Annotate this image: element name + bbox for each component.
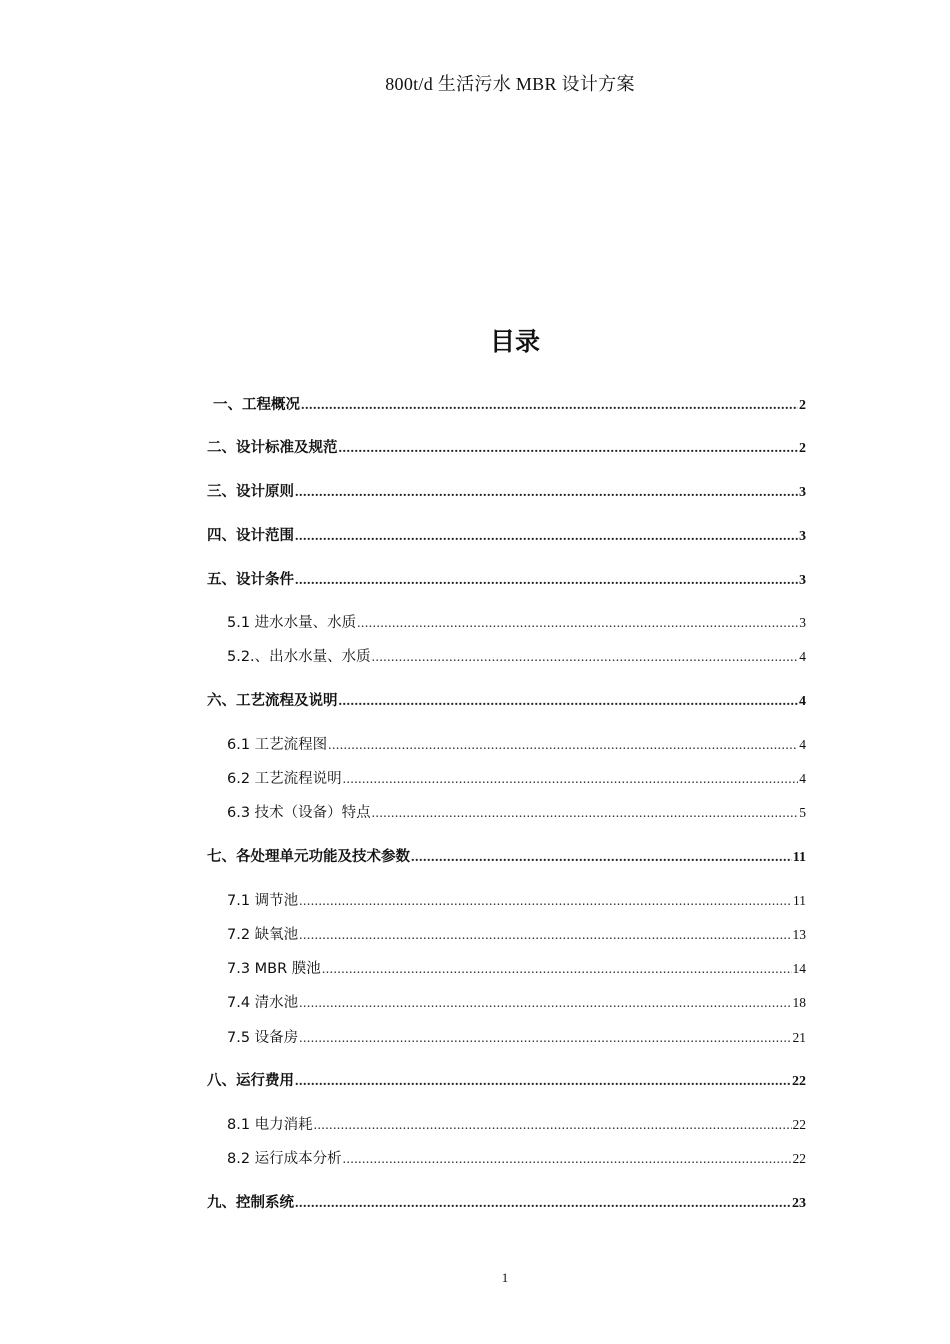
- toc-entry-page: 2: [799, 441, 806, 456]
- toc-leader-dots: [322, 961, 792, 977]
- toc-entry-page: 11: [793, 893, 806, 908]
- toc-entry-page: 4: [799, 771, 806, 786]
- toc-entry-7-3[interactable]: [227, 957, 806, 979]
- toc-leader-dots: [295, 1196, 791, 1212]
- toc-entry-page: 11: [792, 850, 806, 865]
- toc-entry-7-2[interactable]: [227, 923, 806, 945]
- toc-leader-dots: [299, 995, 791, 1011]
- toc-entry-label: 九、控制系统: [207, 1195, 294, 1211]
- toc-entry-label: 8.1 电力消耗: [227, 1117, 313, 1133]
- toc-leader-dots: [328, 737, 798, 753]
- toc-leader-dots: [299, 893, 792, 909]
- toc-leader-dots: [411, 850, 792, 866]
- toc-entry-5-2[interactable]: [227, 645, 806, 667]
- toc-leader-dots: [339, 441, 799, 457]
- toc-entry-label: 6.1 工艺流程图: [227, 737, 328, 753]
- toc-leader-dots: [339, 694, 799, 710]
- toc-entry-7-1[interactable]: [227, 889, 806, 911]
- toc-entry-6[interactable]: [207, 689, 806, 711]
- toc-entry-page: 3: [799, 485, 806, 500]
- toc-entry-page: 18: [792, 995, 806, 1010]
- toc-leader-dots: [314, 1117, 792, 1133]
- toc-entry-page: 3: [799, 573, 806, 588]
- toc-entry-page: 3: [799, 615, 806, 630]
- toc-entry-label: 7.1 调节池: [227, 893, 299, 909]
- toc-entry-label: 6.3 技术（设备）特点: [227, 805, 371, 821]
- toc-title: 目录: [489, 327, 540, 356]
- toc-entry-label: 8.2 运行成本分析: [227, 1151, 342, 1167]
- toc-entry-label: 6.2 工艺流程说明: [227, 771, 342, 787]
- toc-entry-page: 22: [792, 1117, 806, 1132]
- toc-entry-label: 7.2 缺氧池: [227, 927, 299, 943]
- toc-entry-8-2[interactable]: [227, 1147, 806, 1169]
- toc-leader-dots: [295, 485, 798, 501]
- page-number: 1: [501, 1270, 509, 1285]
- toc-leader-dots: [343, 1151, 792, 1167]
- toc-entry-5[interactable]: [207, 568, 806, 590]
- toc-leader-dots: [301, 398, 798, 414]
- toc-entry-label: 7.3 MBR 膜池: [227, 961, 321, 977]
- toc-leader-dots: [295, 1074, 791, 1090]
- toc-entry-1[interactable]: [213, 393, 806, 415]
- toc-entry-5-1[interactable]: [227, 611, 806, 633]
- toc-entry-page: 22: [792, 1151, 806, 1166]
- toc-entry-4[interactable]: [207, 524, 806, 546]
- toc-leader-dots: [295, 573, 798, 589]
- toc-entry-9[interactable]: [207, 1191, 806, 1213]
- toc-entry-label: 八、运行费用: [207, 1073, 294, 1089]
- toc-entry-label: 二、设计标准及规范: [207, 440, 338, 456]
- toc-leader-dots: [343, 771, 799, 787]
- toc-entry-label: 7.5 设备房: [227, 1030, 299, 1046]
- toc-entry-page: 4: [799, 649, 806, 664]
- toc-entry-8[interactable]: [207, 1069, 806, 1091]
- toc-entry-label: 六、工艺流程及说明: [207, 693, 338, 709]
- toc-entry-label: 5.2.、出水水量、水质: [227, 649, 371, 665]
- toc-entry-page: 23: [792, 1196, 806, 1211]
- toc-entry-2[interactable]: [207, 436, 806, 458]
- toc-entry-label: 三、设计原则: [207, 484, 294, 500]
- toc-leader-dots: [372, 805, 799, 821]
- toc-entry-7-5[interactable]: [227, 1026, 806, 1048]
- toc-leader-dots: [299, 927, 791, 943]
- toc-entry-page: 22: [792, 1074, 806, 1089]
- toc-entry-page: 3: [799, 529, 806, 544]
- toc-entry-label: 7.4 清水池: [227, 995, 299, 1011]
- toc-entry-page: 4: [799, 737, 806, 752]
- toc-leader-dots: [357, 615, 798, 631]
- toc-entry-6-1[interactable]: [227, 733, 806, 755]
- toc-leader-dots: [295, 529, 798, 545]
- toc-entry-label: 一、工程概况: [213, 397, 300, 413]
- toc-leader-dots: [372, 649, 799, 665]
- toc-entry-label: 五、设计条件: [207, 572, 294, 588]
- toc-entry-page: 2: [799, 398, 806, 413]
- toc-entry-7[interactable]: [207, 845, 806, 867]
- toc-entry-label: 七、各处理单元功能及技术参数: [207, 849, 410, 865]
- toc-entry-3[interactable]: [207, 480, 806, 502]
- toc-entry-7-4[interactable]: [227, 991, 806, 1013]
- toc-entry-page: 21: [792, 1030, 806, 1045]
- toc-entry-label: 5.1 进水水量、水质: [227, 615, 357, 631]
- toc-leader-dots: [299, 1030, 791, 1046]
- toc-entry-6-2[interactable]: [227, 767, 806, 789]
- toc-entry-page: 5: [799, 805, 806, 820]
- toc-entry-8-1[interactable]: [227, 1113, 806, 1135]
- toc-entry-page: 14: [792, 961, 806, 976]
- toc-entry-label: 四、设计范围: [207, 528, 294, 544]
- document-header: 800t/d 生活污水 MBR 设计方案: [385, 74, 635, 94]
- toc-entry-page: 13: [792, 927, 806, 942]
- toc-entry-6-3[interactable]: [227, 801, 806, 823]
- toc-entry-page: 4: [799, 694, 806, 709]
